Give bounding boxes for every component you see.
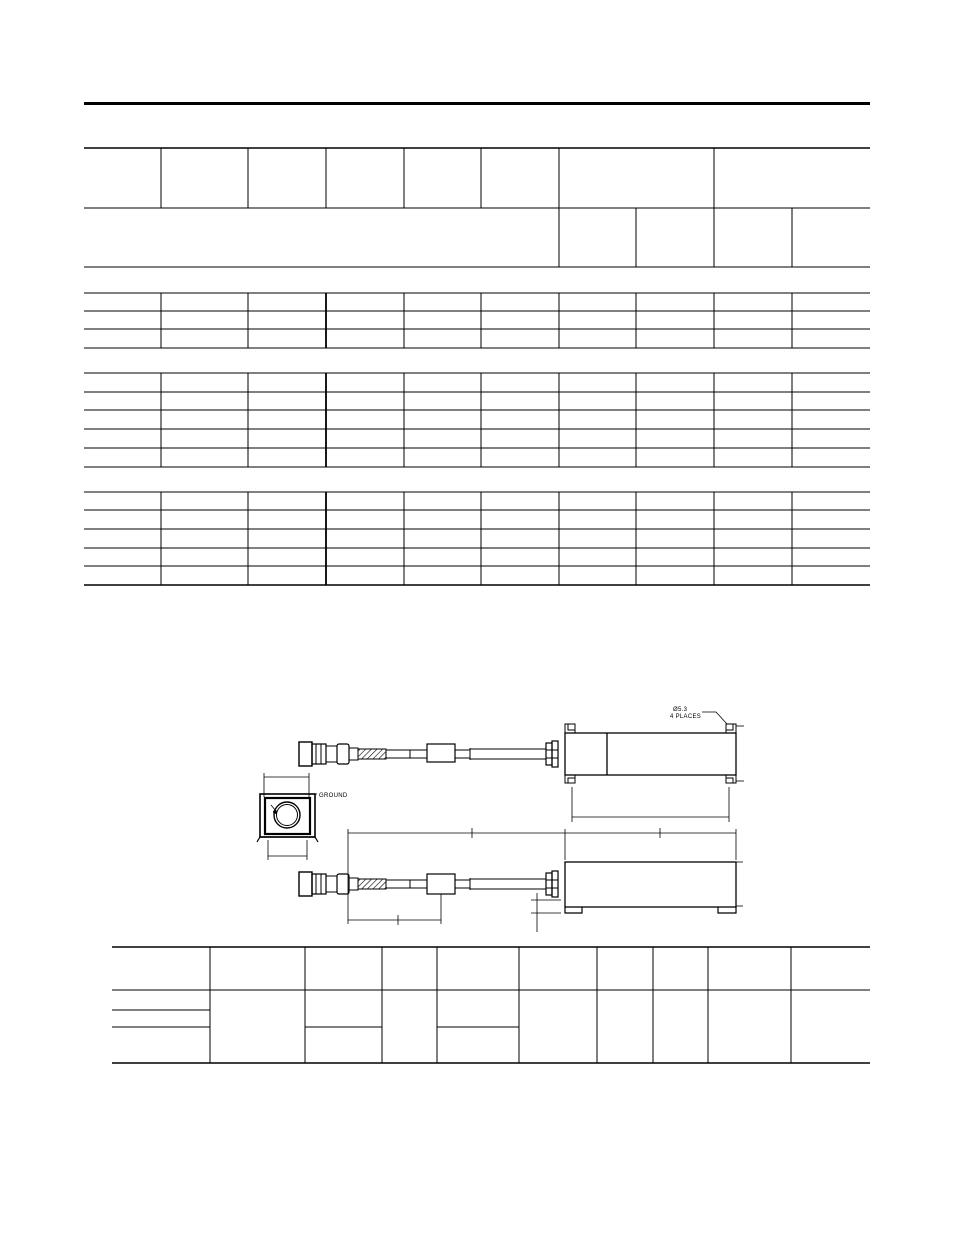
side-view	[299, 828, 743, 932]
hole-callout-diameter: Ø5.3	[673, 707, 688, 713]
top-view	[299, 712, 744, 822]
spec-table	[84, 148, 870, 585]
ground-label: GROUND	[319, 793, 348, 799]
dimensions-table	[112, 947, 870, 1063]
filter-drawing	[257, 712, 744, 932]
hole-callout-places: 4 PLACES	[670, 714, 702, 720]
end-view	[257, 773, 318, 860]
